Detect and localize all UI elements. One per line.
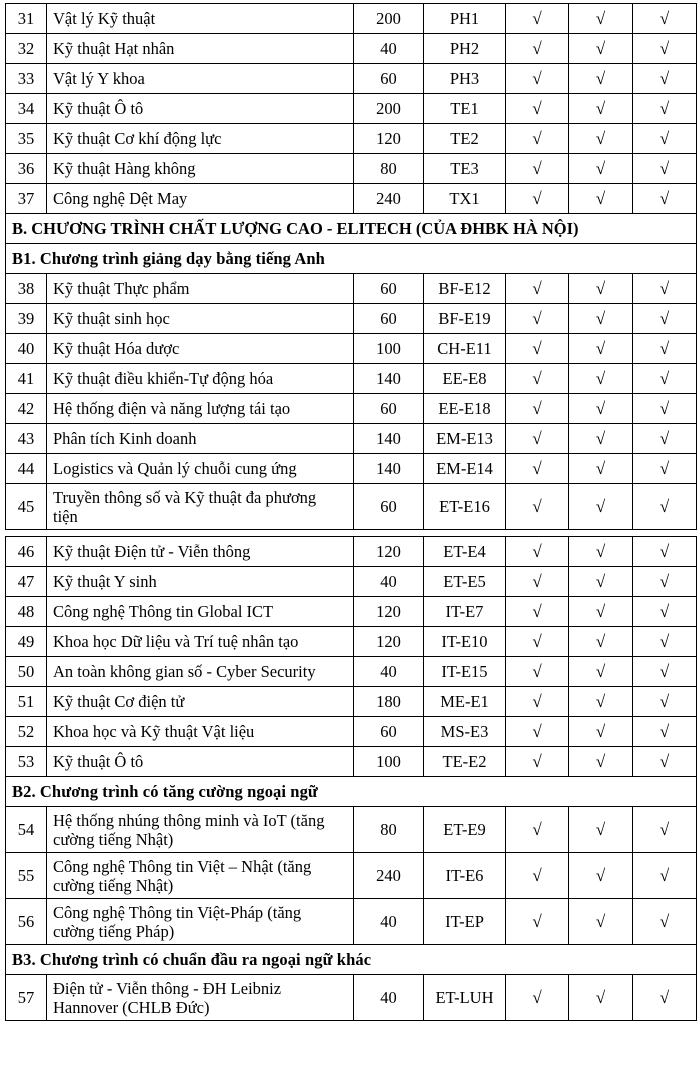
program-name: Kỹ thuật Điện tử - Viễn thông xyxy=(47,537,354,567)
check-mark: √ xyxy=(506,154,569,184)
program-name: Kỹ thuật Hàng không xyxy=(47,154,354,184)
program-name: Kỹ thuật Cơ khí động lực xyxy=(47,124,354,154)
check-mark: √ xyxy=(569,657,633,687)
program-name xyxy=(47,899,354,945)
program-name: Vật lý Kỹ thuật xyxy=(47,4,354,34)
check-mark: √ xyxy=(569,537,633,567)
program-name: Kỹ thuật Y sinh xyxy=(47,567,354,597)
check-mark: √ xyxy=(633,364,697,394)
row-number: 46 xyxy=(6,537,47,567)
program-name-line-1: Công nghệ Thông tin Việt – Nhật (tăng xyxy=(53,856,312,876)
check-mark: √ xyxy=(569,747,633,777)
check-mark: √ xyxy=(506,64,569,94)
row-number: 38 xyxy=(6,274,47,304)
quota-value: 60 xyxy=(354,394,424,424)
check-mark: √ xyxy=(569,154,633,184)
section-heading-b1: B1. Chương trình giảng dạy bằng tiếng Anh xyxy=(6,244,697,274)
check-mark: √ xyxy=(633,424,697,454)
row-number: 34 xyxy=(6,94,47,124)
check-mark: √ xyxy=(569,597,633,627)
check-mark: √ xyxy=(506,364,569,394)
program-name-line-1: Hệ thống nhúng thông minh và IoT (tăng xyxy=(53,810,325,830)
section-row xyxy=(6,777,697,807)
table-row xyxy=(6,4,697,34)
table-row xyxy=(6,304,697,334)
check-mark: √ xyxy=(633,747,697,777)
table-row xyxy=(6,899,697,945)
program-name-line-1: Truyền thông số và Kỹ thuật đa phương xyxy=(53,487,317,507)
check-mark: √ xyxy=(569,853,633,899)
row-number: 47 xyxy=(6,567,47,597)
check-mark: √ xyxy=(633,975,697,1021)
check-mark: √ xyxy=(506,304,569,334)
quota-value: 140 xyxy=(354,454,424,484)
program-code: IT-E6 xyxy=(424,853,506,899)
admissions-table xyxy=(5,3,697,1021)
program-name xyxy=(47,807,354,853)
quota-value: 120 xyxy=(354,537,424,567)
check-mark: √ xyxy=(633,94,697,124)
program-name: An toàn không gian số - Cyber Security xyxy=(47,657,354,687)
check-mark: √ xyxy=(633,627,697,657)
program-name: Công nghệ Dệt May xyxy=(47,184,354,214)
program-code: ET-E9 xyxy=(424,807,506,853)
program-name: Kỹ thuật Hạt nhân xyxy=(47,34,354,64)
table-body xyxy=(6,4,697,1021)
program-code: ET-E4 xyxy=(424,537,506,567)
program-name-line-2: cường tiếng Nhật) xyxy=(53,875,174,895)
check-mark: √ xyxy=(506,747,569,777)
quota-value: 120 xyxy=(354,627,424,657)
program-name: Phân tích Kinh doanh xyxy=(47,424,354,454)
check-mark: √ xyxy=(569,975,633,1021)
check-mark: √ xyxy=(633,34,697,64)
row-number: 54 xyxy=(6,807,47,853)
program-name xyxy=(47,975,354,1021)
quota-value: 200 xyxy=(354,94,424,124)
row-number: 36 xyxy=(6,154,47,184)
program-code: PH2 xyxy=(424,34,506,64)
row-number: 55 xyxy=(6,853,47,899)
check-mark: √ xyxy=(633,899,697,945)
check-mark: √ xyxy=(569,807,633,853)
program-code: ET-E16 xyxy=(424,484,506,530)
table-row xyxy=(6,657,697,687)
row-number: 49 xyxy=(6,627,47,657)
program-code: CH-E11 xyxy=(424,334,506,364)
check-mark: √ xyxy=(633,537,697,567)
check-mark: √ xyxy=(506,274,569,304)
admissions-table-page xyxy=(5,3,696,1021)
row-number: 56 xyxy=(6,899,47,945)
check-mark: √ xyxy=(506,537,569,567)
table-row xyxy=(6,807,697,853)
table-row xyxy=(6,394,697,424)
section-row xyxy=(6,214,697,244)
check-mark: √ xyxy=(506,899,569,945)
check-mark: √ xyxy=(569,34,633,64)
check-mark: √ xyxy=(569,64,633,94)
check-mark: √ xyxy=(633,184,697,214)
check-mark: √ xyxy=(633,807,697,853)
quota-value: 100 xyxy=(354,334,424,364)
quota-value: 120 xyxy=(354,124,424,154)
table-row xyxy=(6,747,697,777)
quota-value: 140 xyxy=(354,424,424,454)
check-mark: √ xyxy=(506,124,569,154)
program-name: Kỹ thuật Ô tô xyxy=(47,747,354,777)
check-mark: √ xyxy=(506,4,569,34)
check-mark: √ xyxy=(506,807,569,853)
program-name xyxy=(47,853,354,899)
check-mark: √ xyxy=(506,454,569,484)
check-mark: √ xyxy=(569,124,633,154)
table-row xyxy=(6,484,697,530)
check-mark: √ xyxy=(506,687,569,717)
program-code: BF-E12 xyxy=(424,274,506,304)
check-mark: √ xyxy=(633,597,697,627)
table-row xyxy=(6,154,697,184)
check-mark: √ xyxy=(569,454,633,484)
table-row xyxy=(6,537,697,567)
program-name xyxy=(47,484,354,530)
table-row xyxy=(6,424,697,454)
check-mark: √ xyxy=(569,687,633,717)
quota-value: 40 xyxy=(354,567,424,597)
quota-value: 240 xyxy=(354,184,424,214)
check-mark: √ xyxy=(569,364,633,394)
program-code: EM-E13 xyxy=(424,424,506,454)
check-mark: √ xyxy=(569,304,633,334)
quota-value: 100 xyxy=(354,747,424,777)
quota-value: 60 xyxy=(354,274,424,304)
check-mark: √ xyxy=(633,853,697,899)
program-code: PH1 xyxy=(424,4,506,34)
quota-value: 60 xyxy=(354,717,424,747)
row-number: 44 xyxy=(6,454,47,484)
check-mark: √ xyxy=(506,717,569,747)
row-number: 43 xyxy=(6,424,47,454)
program-code: IT-E7 xyxy=(424,597,506,627)
section-row xyxy=(6,244,697,274)
check-mark: √ xyxy=(633,687,697,717)
row-number: 52 xyxy=(6,717,47,747)
table-row xyxy=(6,627,697,657)
program-name-line-1: Công nghệ Thông tin Việt-Pháp (tăng xyxy=(53,902,302,922)
check-mark: √ xyxy=(506,424,569,454)
table-row xyxy=(6,184,697,214)
quota-value: 40 xyxy=(354,975,424,1021)
program-code: PH3 xyxy=(424,64,506,94)
check-mark: √ xyxy=(506,94,569,124)
check-mark: √ xyxy=(569,567,633,597)
check-mark: √ xyxy=(506,657,569,687)
check-mark: √ xyxy=(633,274,697,304)
table-row xyxy=(6,94,697,124)
quota-value: 40 xyxy=(354,899,424,945)
program-name: Khoa học Dữ liệu và Trí tuệ nhân tạo xyxy=(47,627,354,657)
check-mark: √ xyxy=(569,274,633,304)
check-mark: √ xyxy=(506,597,569,627)
program-code: EE-E18 xyxy=(424,394,506,424)
table-row xyxy=(6,64,697,94)
quota-value: 60 xyxy=(354,304,424,334)
quota-value: 180 xyxy=(354,687,424,717)
check-mark: √ xyxy=(569,424,633,454)
program-code: TE-E2 xyxy=(424,747,506,777)
check-mark: √ xyxy=(506,853,569,899)
program-code: EM-E14 xyxy=(424,454,506,484)
program-code: TE2 xyxy=(424,124,506,154)
row-number: 40 xyxy=(6,334,47,364)
check-mark: √ xyxy=(633,124,697,154)
program-name-line-2: Hannover (CHLB Đức) xyxy=(53,997,210,1017)
table-row xyxy=(6,124,697,154)
quota-value: 80 xyxy=(354,154,424,184)
table-row xyxy=(6,567,697,597)
program-name: Khoa học và Kỹ thuật Vật liệu xyxy=(47,717,354,747)
row-number: 51 xyxy=(6,687,47,717)
check-mark: √ xyxy=(569,627,633,657)
table-row xyxy=(6,334,697,364)
check-mark: √ xyxy=(569,717,633,747)
program-code: MS-E3 xyxy=(424,717,506,747)
check-mark: √ xyxy=(633,304,697,334)
table-row xyxy=(6,853,697,899)
program-name-line-2: cường tiếng Nhật) xyxy=(53,829,174,849)
program-code: IT-EP xyxy=(424,899,506,945)
section-heading-b: B. CHƯƠNG TRÌNH CHẤT LƯỢNG CAO - ELITECH (CỦA ĐHBK HÀ NỘI) xyxy=(6,214,697,244)
check-mark: √ xyxy=(633,4,697,34)
check-mark: √ xyxy=(506,484,569,530)
check-mark: √ xyxy=(633,154,697,184)
check-mark: √ xyxy=(633,717,697,747)
check-mark: √ xyxy=(506,975,569,1021)
program-code: TX1 xyxy=(424,184,506,214)
program-code: TE3 xyxy=(424,154,506,184)
program-code: IT-E10 xyxy=(424,627,506,657)
section-heading-b3: B3. Chương trình có chuẩn đầu ra ngoại ngữ khác xyxy=(6,945,697,975)
check-mark: √ xyxy=(633,657,697,687)
row-number: 41 xyxy=(6,364,47,394)
table-row xyxy=(6,687,697,717)
check-mark: √ xyxy=(506,627,569,657)
check-mark: √ xyxy=(506,184,569,214)
row-number: 35 xyxy=(6,124,47,154)
row-number: 39 xyxy=(6,304,47,334)
program-name: Hệ thống điện và năng lượng tái tạo xyxy=(47,394,354,424)
program-name: Kỹ thuật sinh học xyxy=(47,304,354,334)
check-mark: √ xyxy=(506,567,569,597)
program-name: Kỹ thuật Ô tô xyxy=(47,94,354,124)
quota-value: 80 xyxy=(354,807,424,853)
row-number: 50 xyxy=(6,657,47,687)
program-code: IT-E15 xyxy=(424,657,506,687)
page-break-gap xyxy=(6,530,697,537)
quota-value: 240 xyxy=(354,853,424,899)
program-code: TE1 xyxy=(424,94,506,124)
row-number: 32 xyxy=(6,34,47,64)
check-mark: √ xyxy=(569,899,633,945)
table-row xyxy=(6,274,697,304)
check-mark: √ xyxy=(569,334,633,364)
program-code: ET-E5 xyxy=(424,567,506,597)
quota-value: 60 xyxy=(354,64,424,94)
check-mark: √ xyxy=(569,484,633,530)
check-mark: √ xyxy=(569,94,633,124)
program-code: ME-E1 xyxy=(424,687,506,717)
program-name: Kỹ thuật điều khiển-Tự động hóa xyxy=(47,364,354,394)
row-number: 42 xyxy=(6,394,47,424)
quota-value: 40 xyxy=(354,657,424,687)
program-name-line-2: tiện xyxy=(53,506,78,526)
program-code: BF-E19 xyxy=(424,304,506,334)
program-name: Kỹ thuật Cơ điện tử xyxy=(47,687,354,717)
quota-value: 40 xyxy=(354,34,424,64)
table-row xyxy=(6,975,697,1021)
table-row xyxy=(6,34,697,64)
program-name-line-1: Điện tử - Viễn thông - ĐH Leibniz xyxy=(53,978,282,998)
row-number: 48 xyxy=(6,597,47,627)
program-name: Công nghệ Thông tin Global ICT xyxy=(47,597,354,627)
check-mark: √ xyxy=(569,184,633,214)
program-code: EE-E8 xyxy=(424,364,506,394)
program-name-line-2: cường tiếng Pháp) xyxy=(53,921,175,941)
check-mark: √ xyxy=(506,334,569,364)
program-name: Kỹ thuật Hóa dược xyxy=(47,334,354,364)
check-mark: √ xyxy=(633,454,697,484)
page-break-cell xyxy=(6,530,697,537)
table-row xyxy=(6,597,697,627)
program-name: Logistics và Quản lý chuỗi cung ứng xyxy=(47,454,354,484)
table-row xyxy=(6,364,697,394)
check-mark: √ xyxy=(633,394,697,424)
table-row xyxy=(6,717,697,747)
table-row xyxy=(6,454,697,484)
check-mark: √ xyxy=(633,484,697,530)
program-name: Vật lý Y khoa xyxy=(47,64,354,94)
quota-value: 120 xyxy=(354,597,424,627)
row-number: 37 xyxy=(6,184,47,214)
section-heading-b2: B2. Chương trình có tăng cường ngoại ngữ xyxy=(6,777,697,807)
quota-value: 140 xyxy=(354,364,424,394)
row-number: 53 xyxy=(6,747,47,777)
check-mark: √ xyxy=(633,334,697,364)
quota-value: 200 xyxy=(354,4,424,34)
check-mark: √ xyxy=(569,394,633,424)
program-code: ET-LUH xyxy=(424,975,506,1021)
check-mark: √ xyxy=(633,64,697,94)
section-row xyxy=(6,945,697,975)
row-number: 45 xyxy=(6,484,47,530)
check-mark: √ xyxy=(633,567,697,597)
row-number: 31 xyxy=(6,4,47,34)
quota-value: 60 xyxy=(354,484,424,530)
check-mark: √ xyxy=(569,4,633,34)
row-number: 33 xyxy=(6,64,47,94)
check-mark: √ xyxy=(506,34,569,64)
check-mark: √ xyxy=(506,394,569,424)
program-name: Kỹ thuật Thực phẩm xyxy=(47,274,354,304)
row-number: 57 xyxy=(6,975,47,1021)
